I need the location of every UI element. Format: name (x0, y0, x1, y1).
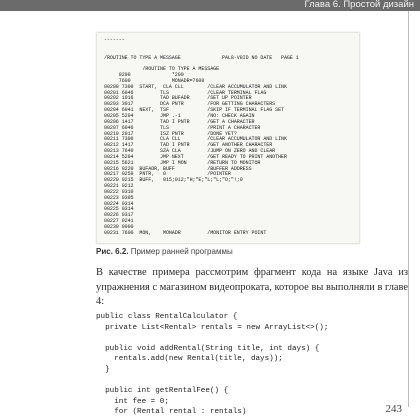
listing-line: 00226 0317 (104, 212, 134, 219)
body-paragraph: В качестве примера рассмотрим фрагмент кода на языке Java из упражнения с магазином видеопроката, которое вы выполняли в главе 4: (96, 267, 408, 308)
code-line: public void addRental(String title, int days) { (96, 344, 320, 353)
listing-line: 00211 7300 CLA CLL /CLEAR ACCUMULATOR AND LINK (104, 136, 287, 143)
listing-line: 00225 0314 (104, 206, 134, 213)
listing-line: 00214 5204 JMP NEXT /GET READY TO PRINT ANOTHER (104, 153, 287, 160)
listing-line: 00216 0220 BUFADR, BUFF /BUFFER ADDRESS (104, 165, 252, 172)
listing-line: ------- (104, 37, 125, 43)
code-line: private List<Rental> rentals = new ArrayList<>(); (96, 323, 329, 332)
listing-line: 00201 6046 TLS /CLEAR TERMINAL FLAG (104, 89, 267, 96)
listing-line: 00220 0215 BUFF, 015;012;"H;"E;"L;"L;"O;"!;0 (104, 177, 243, 184)
figure-printout-image (96, 32, 360, 244)
listing-line: 00221 0212 (104, 183, 134, 190)
listing-line: 00210 2017 ISZ PNTR /DONE YET? (104, 130, 237, 137)
listing-line: 00231 7600 MON, MONADR /MONITOR ENTRY POINT (104, 229, 267, 236)
listing-line: /ROUTINE TO TYPE A MESSAGE PAL8-V8ID NO DATE PAGE 1 (104, 54, 299, 61)
listing-line: 00205 5204 JMP .-1 /NO: CHECK AGAIN (104, 112, 255, 119)
figure-caption-text: Пример ранней программы (130, 247, 233, 256)
listing-line: 00213 7640 SZA CLA /JUMP ON ZERO AND CLEAR (104, 148, 276, 155)
code-line: int fee = 0; (96, 397, 169, 406)
listing-line: 00207 6046 TLS /PRINT A CHARACTER (104, 124, 261, 131)
listing-line: 00230 0000 (104, 224, 134, 230)
listing-line: 00217 0250 PNTR, 0 /POINTER (104, 171, 231, 178)
listing-line: 00202 1016 TAD BUFADR /SET UP POINTER (104, 95, 252, 102)
code-line: } (96, 365, 110, 374)
margin-rule (408, 11, 409, 407)
code-line: for (Rental rental : rentals) (96, 408, 247, 417)
listing-line: 00223 0305 (104, 194, 134, 201)
listing-line: 00227 0241 (104, 218, 134, 225)
listing-line: 00222 0310 (104, 188, 134, 195)
figure-caption-label: Рис. 6.2. (96, 247, 129, 256)
page-number: 243 (385, 403, 402, 415)
figure-caption (96, 247, 233, 256)
listing-line: 7600 MONADR=7600 (104, 77, 205, 84)
listing-line: 00203 3017 DCA PNTR /FOR GETTING CHARACTERS (104, 101, 276, 108)
code-line: public class RentalCalculator { (96, 313, 238, 321)
listing-line: /ROUTINE TO TYPE A MESSAGE (104, 66, 220, 73)
listing-line: 00224 0314 (104, 200, 134, 207)
listing-line: 0200 *200 (104, 72, 184, 79)
java-code-listing (96, 312, 328, 418)
listing-line: 00204 6041 NEXT, TSF /SKIP IF TERMINAL FLAG SET (104, 107, 284, 114)
assembly-listing (104, 38, 299, 237)
code-line: rentals.add(new Rental(title, days)); (96, 355, 283, 364)
listing-line: 00215 5621 JMP I MON /RETURN TO MONITOR (104, 159, 261, 166)
running-header (0, 0, 420, 11)
listing-line: 00206 1417 TAD I PNTR /GET A CHARACTER (104, 118, 255, 125)
listing-line: 00212 1417 TAD I PNTR /GET ANOTHER CHARACTER (104, 142, 273, 149)
code-line: public int getRentalFee() { (96, 387, 229, 396)
running-title: Глава 6. Простой дизайн (304, 0, 414, 10)
listing-line: 00200 7300 START, CLA CLL /CLEAR ACCUMULATOR AND LINK (104, 83, 287, 90)
